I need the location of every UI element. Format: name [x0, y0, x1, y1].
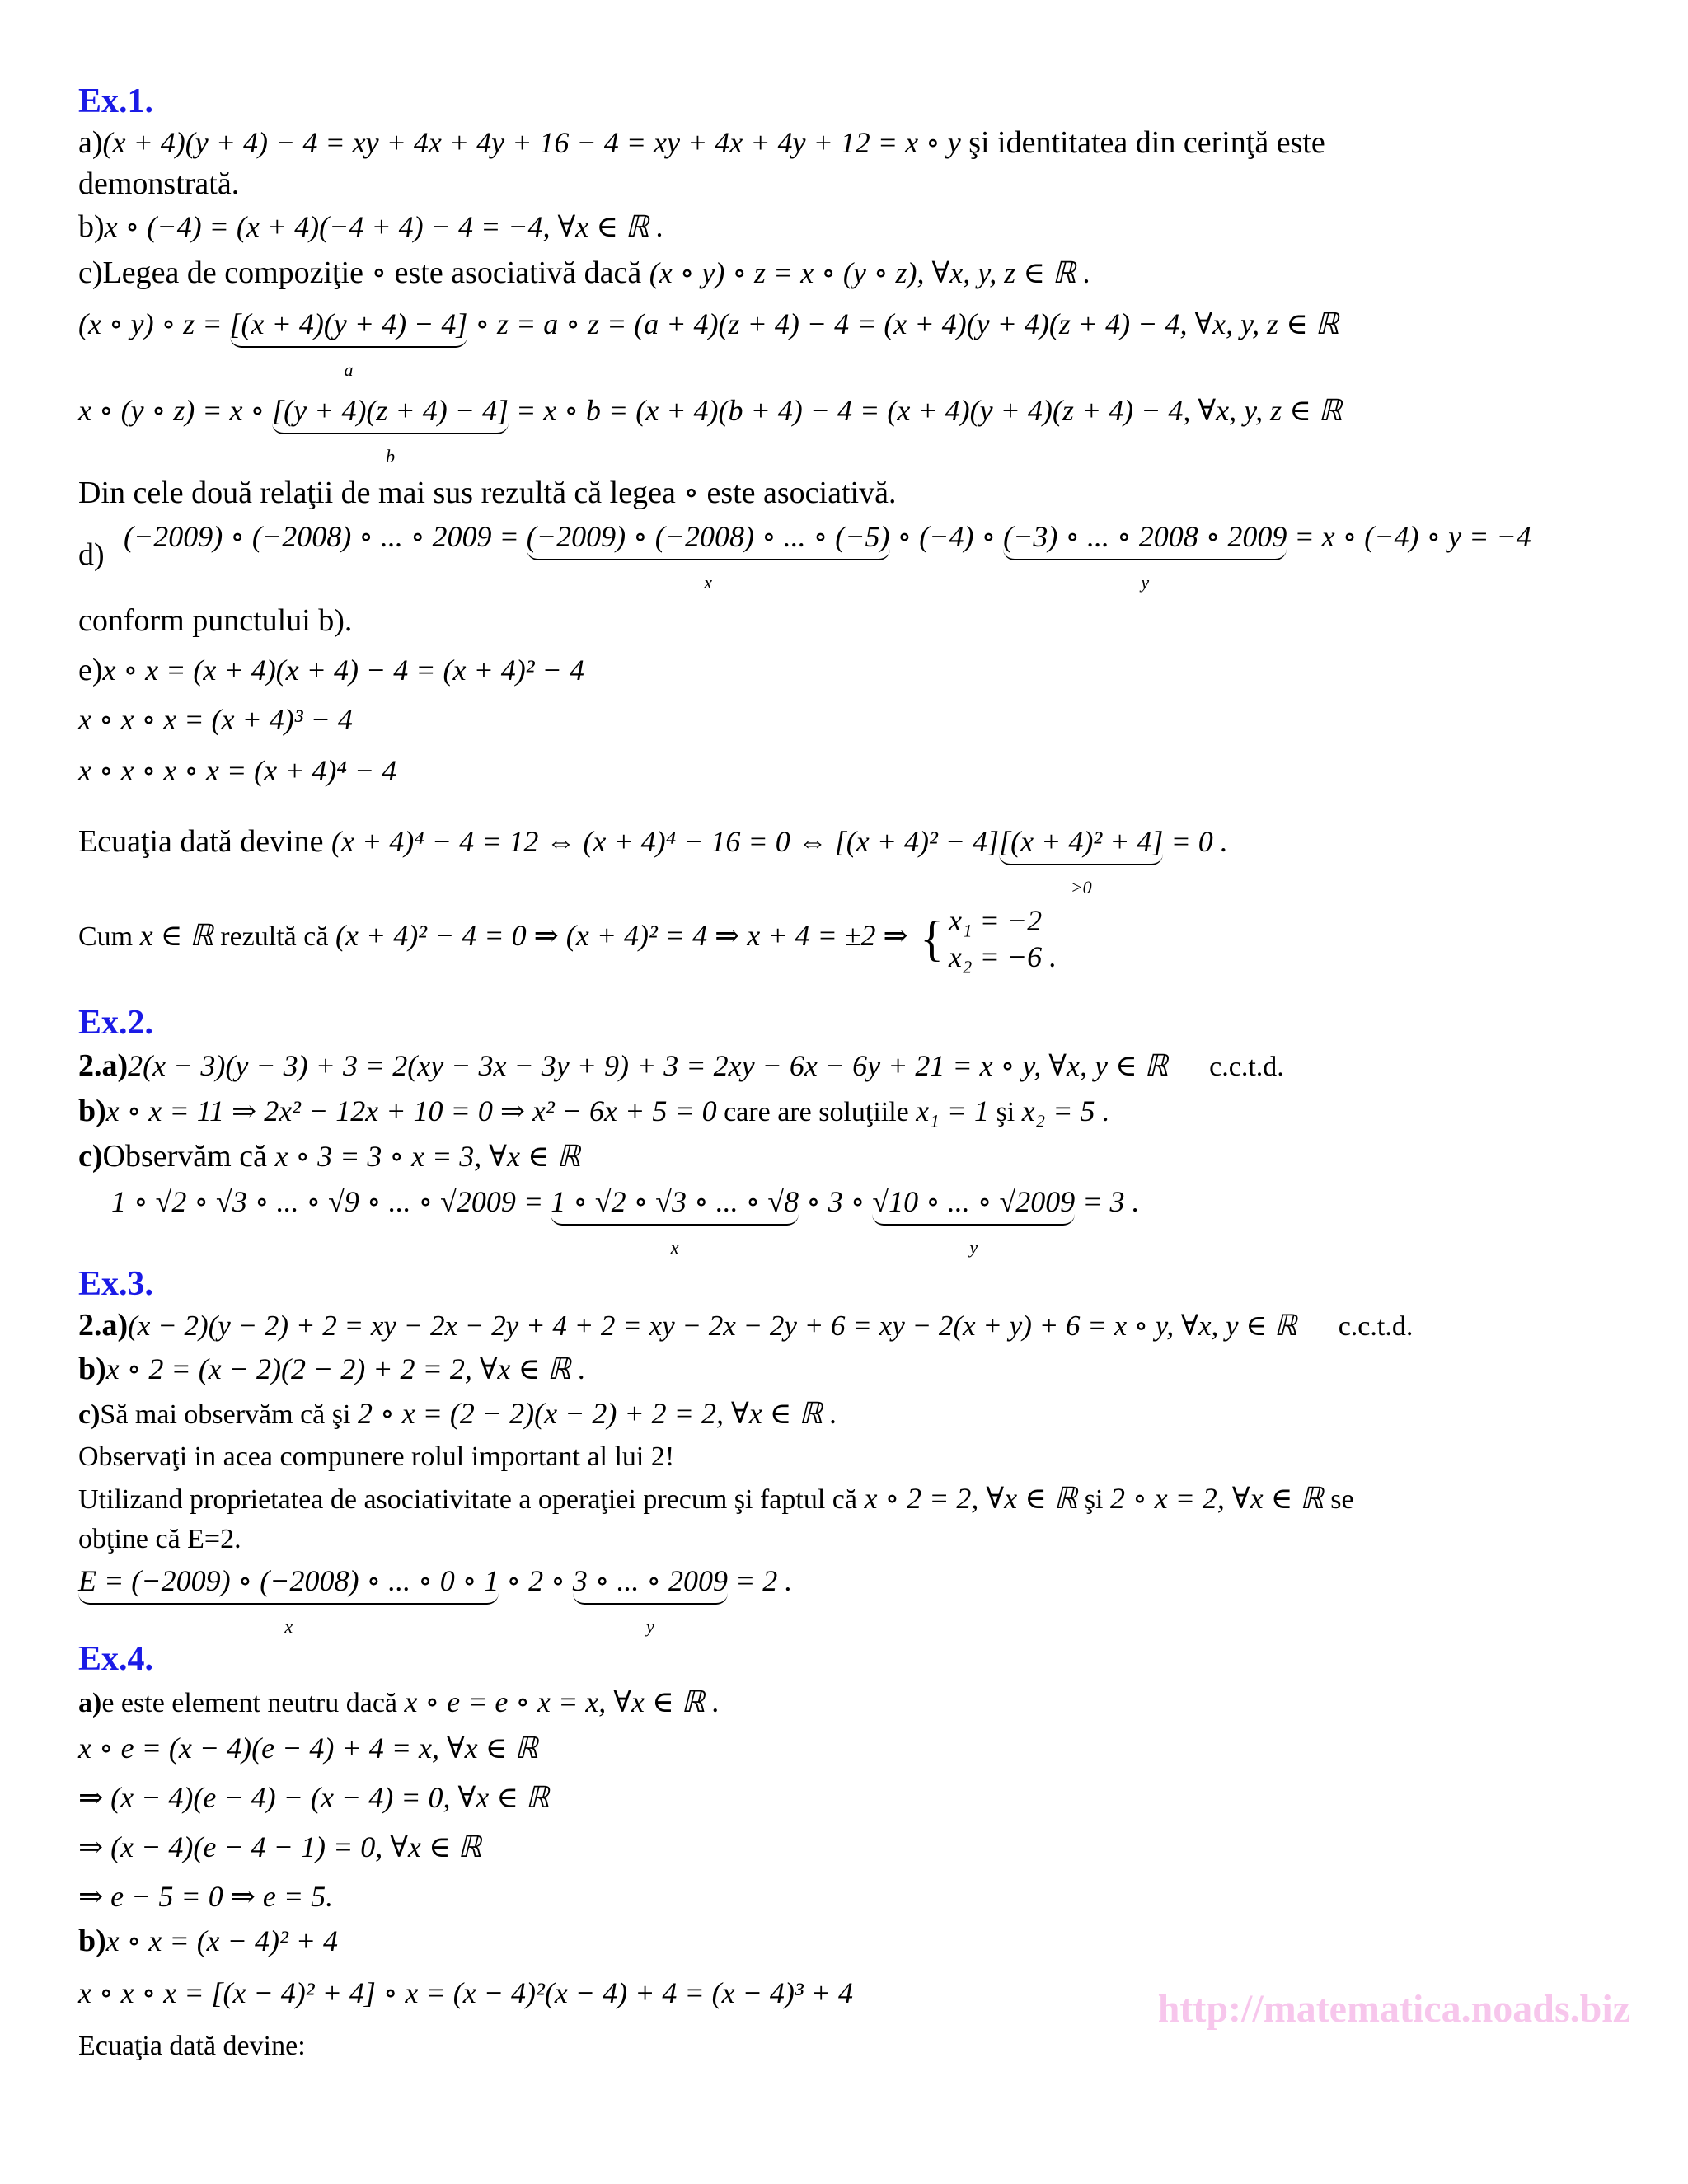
ex1-c-conclusion: Din cele două relaţii de mai sus rezultă că legea ∘ este asociativă.: [78, 476, 897, 510]
ex3-a: 2.a)(x − 2)(y − 2) + 2 = xy − 2x − 2y + 4 + 2 = xy − 2x − 2y + 6 = xy − 2(x + y) + 6 = x ∘ y, ∀x, y ∈ ℝ c.c.t.d.: [78, 1308, 1414, 1343]
ex4-a-line3: ⇒ (x − 4)(e − 4 − 1) = 0, ∀x ∈ ℝ: [78, 1830, 482, 1863]
ex4-a-line1: x ∘ e = (x − 4)(e − 4) + 4 = x, ∀x ∈ ℝ: [78, 1732, 538, 1765]
ex4-b-line1: b)x ∘ x = (x − 4)² + 4: [78, 1924, 339, 1958]
ex4-a: a)e este element neutru dacă x ∘ e = e ∘ x = x, ∀x ∈ ℝ .: [78, 1685, 720, 1718]
ex3-b: b)x ∘ 2 = (x − 2)(2 − 2) + 2 = 2, ∀x ∈ ℝ .: [78, 1352, 586, 1386]
ex1-title: Ex.1.: [78, 82, 154, 120]
ex4-eq-text: Ecuaţia dată devine:: [78, 2031, 306, 2061]
ex1-d-conclusion: conform punctului b).: [78, 603, 353, 638]
ex2-b: b)x ∘ x = 11 ⇒ 2x² − 12x + 10 = 0 ⇒ x² − 6x + 5 = 0 care are soluţiile x₁ = 1 şi x₂ = 5 .: [78, 1094, 1110, 1128]
ex3-c: c)Să mai observăm că şi 2 ∘ x = (2 − 2)(x − 2) + 2 = 2, ∀x ∈ ℝ .: [78, 1397, 837, 1430]
ex3-e-chain: E = (−2009) ∘ (−2008) ∘ ... ∘ 0 ∘ 1 x ∘ 2 ∘ 3 ∘ ... ∘ 2009 y = 2 .: [78, 1562, 792, 1605]
ex1-b: b)x ∘ (−4) = (x + 4)(−4 + 4) − 4 = −4, ∀x ∈ ℝ .: [78, 209, 664, 244]
ex1-c: c)Legea de compoziţie ∘ este asociativă dacă (x ∘ y) ∘ z = x ∘ (y ∘ z), ∀x, y, z ∈ ℝ .: [78, 255, 1091, 290]
ex3-util-cont: obţine că E=2.: [78, 1524, 241, 1554]
ex2-title: Ex.2.: [78, 1004, 154, 1042]
ex2-a: 2.a)2(x − 3)(y − 3) + 3 = 2(xy − 3x − 3y + 9) + 3 = 2xy − 6x − 6y + 21 = x ∘ y, ∀x, y ∈ ℝ c.c.t.d.: [78, 1048, 1284, 1083]
ex4-a-line2: ⇒ (x − 4)(e − 4) − (x − 4) = 0, ∀x ∈ ℝ: [78, 1781, 550, 1814]
ex1-c-line2: x ∘ (y ∘ z) = x ∘ [(y + 4)(z + 4) − 4] b = x ∘ b = (x + 4)(b + 4) − 4 = (x + 4)(y + 4)(z + 4) − 4, ∀x, y, z ∈ ℝ: [78, 391, 1342, 434]
ex1-e-line2: x ∘ x ∘ x = (x + 4)³ − 4: [78, 703, 353, 736]
ex1-d-prefix: d): [78, 537, 105, 572]
ex4-title: Ex.4.: [78, 1640, 154, 1678]
ex1-a: a)(x + 4)(y + 4) − 4 = xy + 4x + 4y + 16 − 4 = xy + 4x + 4y + 12 = x ∘ y şi identitatea din cerinţă este: [78, 125, 1325, 160]
ex2-c-chain: 1 ∘ √2 ∘ √3 ∘ ... ∘ √9 ∘ ... ∘ √2009 = 1 ∘ √2 ∘ √3 ∘ ... ∘ √8 x ∘ 3 ∘ √10 ∘ ... ∘ √2009 y = 3 .: [111, 1183, 1140, 1226]
ex3-title: Ex.3.: [78, 1265, 154, 1303]
ex4-b-line2: x ∘ x ∘ x = [(x − 4)² + 4] ∘ x = (x − 4)²(x − 4) + 4 = (x − 4)³ + 4: [78, 1976, 854, 2009]
ex1-c-line1: (x ∘ y) ∘ z = [(x + 4)(y + 4) − 4] a ∘ z = a ∘ z = (a + 4)(z + 4) − 4 = (x + 4)(y + 4)(z + 4) − 4, ∀x, y, z ∈ ℝ: [78, 305, 1339, 348]
ex4-a-line4: ⇒ e − 5 = 0 ⇒ e = 5.: [78, 1880, 334, 1913]
watermark: http://matematica.noads.biz: [1157, 1987, 1630, 2031]
ex1-e-line3: x ∘ x ∘ x ∘ x = (x + 4)⁴ − 4: [78, 754, 397, 787]
ex2-c: c)Observăm că x ∘ 3 = 3 ∘ x = 3, ∀x ∈ ℝ: [78, 1139, 581, 1174]
ex1-a-cont: demonstrată.: [78, 166, 240, 201]
ex3-note: Observaţi in acea compunere rolul important al lui 2!: [78, 1441, 675, 1472]
ex1-e-eq: Ecuaţia dată devine (x + 4)⁴ − 4 = 12 ⇔ (x + 4)⁴ − 16 = 0 ⇔ [(x + 4)² − 4][(x + 4)² + 4] >0 = 0 .: [78, 824, 1228, 898]
ex3-util: Utilizand proprietatea de asociativitate a operaţiei precum şi faptul că x ∘ 2 = 2, ∀x ∈ ℝ şi 2 ∘ x = 2, ∀x ∈ ℝ se: [78, 1482, 1354, 1515]
ex1-d: (−2009) ∘ (−2008) ∘ ... ∘ 2009 = (−2009) ∘ (−2008) ∘ ... ∘ (−5) x ∘ (−4) ∘ (−3) ∘ ... ∘ 2008 ∘ 2009 y = x ∘ (−4) ∘ y = −4: [124, 518, 1531, 560]
ex1-e-line1: e)x ∘ x = (x + 4)(x + 4) − 4 = (x + 4)² − 4: [78, 653, 584, 687]
ex1-e-cum: Cum x ∈ ℝ rezultă că (x + 4)² − 4 = 0 ⇒ (x + 4)² = 4 ⇒ x + 4 = ±2 ⇒ { x₁ = −2 x₂ = −6 .: [78, 904, 1057, 973]
